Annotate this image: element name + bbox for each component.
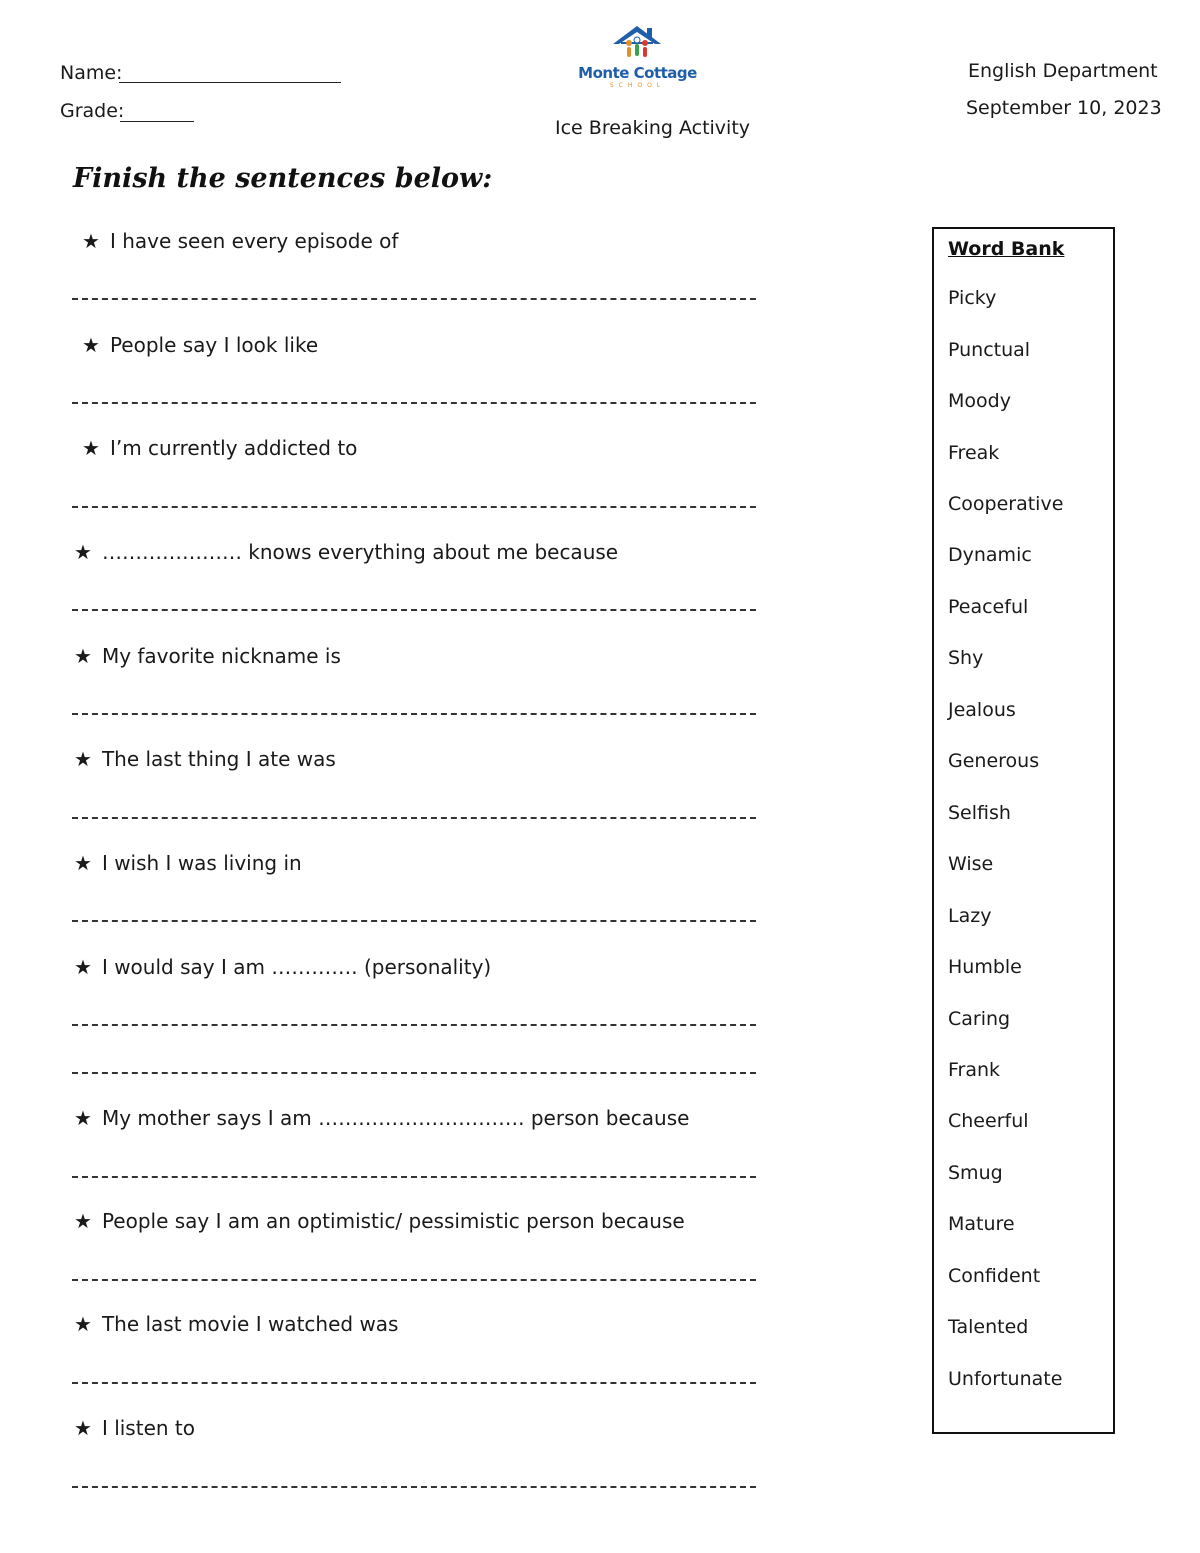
answer-line-1[interactable] (72, 298, 756, 300)
word-bank-item: Dynamic (948, 544, 1032, 566)
logo-text: Monte Cottage (578, 64, 697, 82)
name-blank[interactable] (119, 82, 341, 83)
sentence-10 (74, 1209, 685, 1233)
instruction-heading: Finish the sentences below: (73, 163, 493, 194)
word-bank-item: Picky (948, 287, 997, 309)
answer-line-4[interactable] (72, 609, 756, 611)
sentence-text: I listen to (101, 1416, 195, 1440)
grade-blank[interactable] (120, 121, 194, 122)
word-bank-item: Mature (948, 1213, 1015, 1235)
sentence-11 (74, 1312, 398, 1336)
house-icon (575, 22, 700, 64)
sentence-text: ………………… knows everything about me because (101, 540, 619, 564)
sentence-4 (74, 540, 618, 564)
word-bank-item: Shy (948, 647, 984, 669)
sentence-9 (74, 1106, 689, 1130)
word-bank-item: Unfortunate (948, 1368, 1063, 1390)
sentence-8 (74, 955, 491, 979)
answer-line-10[interactable] (72, 1279, 756, 1281)
sentence-text: My favorite nickname is (101, 644, 341, 668)
answer-line-11[interactable] (72, 1382, 756, 1384)
star-icon: ★ (74, 540, 92, 564)
star-icon: ★ (82, 436, 100, 460)
word-bank-item: Selfish (948, 802, 1011, 824)
name-label: Name: (60, 62, 123, 84)
sentence-text: The last movie I watched was (101, 1312, 399, 1336)
answer-line-7[interactable] (72, 920, 756, 922)
word-bank-item: Moody (948, 390, 1011, 412)
word-bank-item: Freak (948, 442, 1000, 464)
sentence-text: My mother says I am …………………………. person because (101, 1106, 690, 1130)
word-bank-item: Cooperative (948, 493, 1064, 515)
date: September 10, 2023 (966, 97, 1162, 119)
sentence-12 (74, 1416, 195, 1440)
star-icon: ★ (82, 229, 100, 253)
answer-line-12[interactable] (72, 1486, 756, 1488)
star-icon: ★ (74, 747, 92, 771)
word-bank-item: Jealous (948, 699, 1016, 721)
star-icon: ★ (82, 333, 100, 357)
sentence-text: I would say I am …………. (personality) (101, 955, 492, 979)
answer-line-2[interactable] (72, 402, 756, 404)
answer-line-8b[interactable] (72, 1072, 756, 1074)
sentence-text: I wish I was living in (101, 851, 302, 875)
word-bank-item: Smug (948, 1162, 1003, 1184)
answer-line-9[interactable] (72, 1176, 756, 1178)
word-bank-item: Humble (948, 956, 1022, 978)
sentence-3 (82, 436, 357, 460)
answer-line-3[interactable] (72, 506, 756, 508)
word-bank-item: Caring (948, 1008, 1011, 1030)
star-icon: ★ (74, 1209, 92, 1233)
sentence-6 (74, 747, 336, 771)
word-bank-item: Confident (948, 1265, 1041, 1287)
word-bank-item: Punctual (948, 339, 1031, 361)
school-logo (575, 22, 700, 94)
word-bank-item: Wise (948, 853, 994, 875)
word-bank-item: Lazy (948, 905, 992, 927)
word-bank-item: Frank (948, 1059, 1001, 1081)
star-icon: ★ (74, 851, 92, 875)
sentence-7 (74, 851, 302, 875)
sentence-text: I’m currently addicted to (109, 436, 358, 460)
sentence-text: I have seen every episode of (109, 229, 399, 253)
department: English Department (968, 60, 1158, 82)
word-bank-item: Cheerful (948, 1110, 1029, 1132)
answer-line-5[interactable] (72, 713, 756, 715)
word-bank-item: Generous (948, 750, 1040, 772)
sentence-2 (82, 333, 318, 357)
sentence-text: People say I look like (109, 333, 319, 357)
activity-title: Ice Breaking Activity (555, 117, 751, 139)
star-icon: ★ (74, 1312, 92, 1336)
sentence-1 (82, 229, 398, 253)
word-bank-item: Talented (948, 1316, 1029, 1338)
sentence-5 (74, 644, 341, 668)
answer-line-6[interactable] (72, 817, 756, 819)
star-icon: ★ (74, 1106, 92, 1130)
star-icon: ★ (74, 1416, 92, 1440)
sentence-text: People say I am an optimistic/ pessimistic person because (101, 1209, 685, 1233)
sentence-text: The last thing I ate was (101, 747, 336, 771)
star-icon: ★ (74, 955, 92, 979)
answer-line-8a[interactable] (72, 1024, 756, 1026)
word-bank-title: Word Bank (948, 238, 1065, 260)
logo-subtext: SCHOOL (609, 82, 666, 89)
word-bank-item: Peaceful (948, 596, 1029, 618)
star-icon: ★ (74, 644, 92, 668)
grade-label: Grade: (60, 100, 125, 122)
